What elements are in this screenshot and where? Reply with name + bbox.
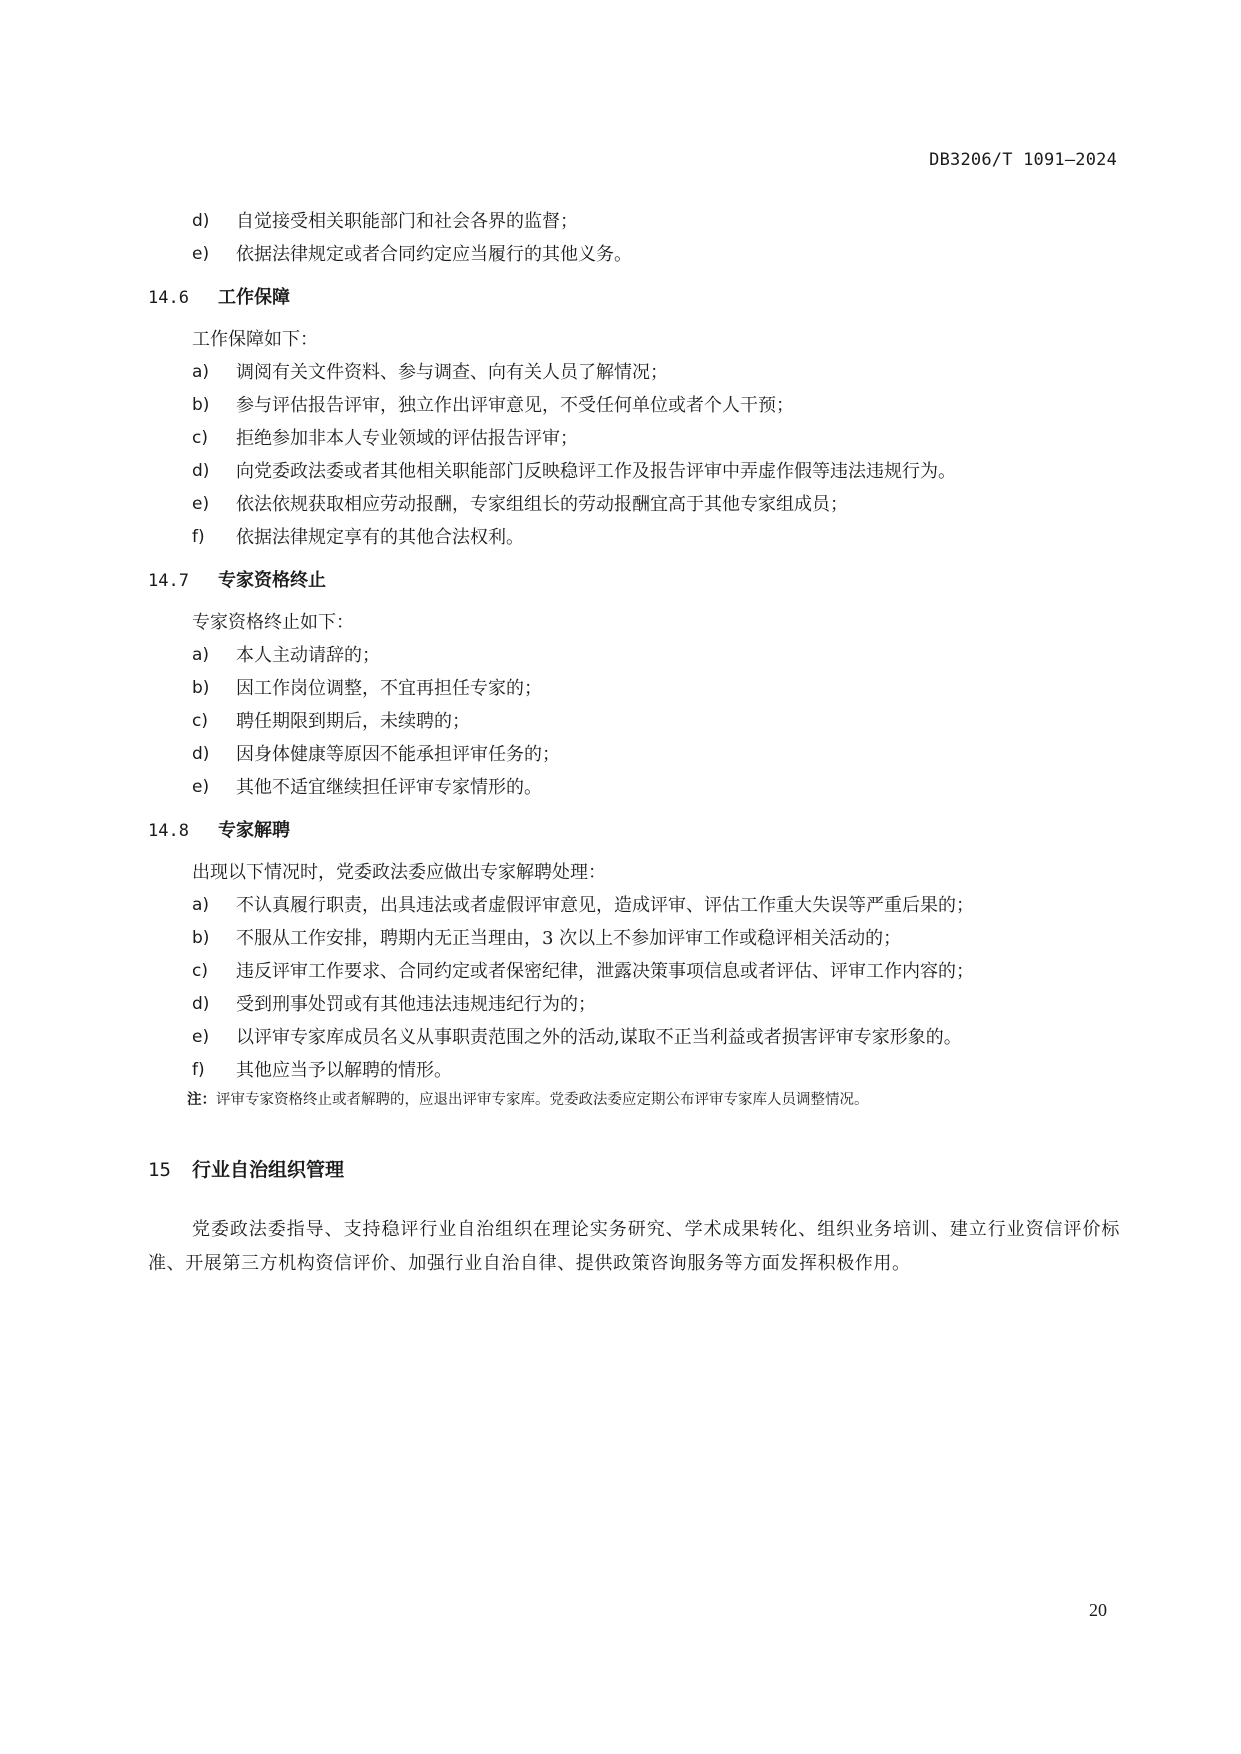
list-marker: e) xyxy=(192,244,210,264)
list-text: 受到刑事处罚或有其他违法违规违纪行为的； xyxy=(236,994,596,1015)
list-text: 调阅有关文件资料、参与调查、向有关人员了解情况； xyxy=(236,362,668,383)
note-label: 注： xyxy=(187,1092,216,1108)
document-code: DB3206/T 1091—2024 xyxy=(929,150,1117,170)
section-number: 14.7 xyxy=(148,571,189,591)
note-text: 评审专家资格终止或者解聘的，应退出评审专家库。党委政法委应定期公布评审专家库人员调整情况。 xyxy=(216,1092,869,1108)
list-marker: b) xyxy=(192,928,210,948)
list-text: 依据法律规定享有的其他合法权利。 xyxy=(236,527,524,548)
list-item xyxy=(148,672,1120,705)
list-item xyxy=(148,988,1120,1021)
section-heading-14-8 xyxy=(148,816,1120,846)
list-item xyxy=(148,238,1120,271)
note xyxy=(148,1087,1120,1113)
list-marker: f) xyxy=(192,527,205,547)
list-marker: f) xyxy=(192,1060,205,1080)
list-text: 因工作岗位调整，不宜再担任专家的； xyxy=(236,678,542,699)
list-item xyxy=(148,356,1120,389)
list-marker: c) xyxy=(192,711,208,731)
list-item xyxy=(148,922,1120,955)
section-intro: 工作保障如下： xyxy=(192,329,318,350)
section-title: 专家解聘 xyxy=(218,820,290,841)
list-marker: a) xyxy=(192,362,210,382)
list-text: 不服从工作安排，聘期内无正当理由，3 次以上不参加评审工作或稳评相关活动的； xyxy=(236,928,902,949)
chapter-title: 行业自治组织管理 xyxy=(192,1159,345,1181)
list-item xyxy=(148,639,1120,672)
list-item xyxy=(148,705,1120,738)
section-number: 14.6 xyxy=(148,288,189,308)
list-text: 参与评估报告评审，独立作出评审意见，不受任何单位或者个人干预； xyxy=(236,395,794,416)
list-marker: c) xyxy=(192,961,208,981)
list-item xyxy=(148,771,1120,804)
list-item xyxy=(148,455,1120,488)
list-item xyxy=(148,889,1120,922)
list-marker: a) xyxy=(192,645,210,665)
list-item xyxy=(148,1054,1120,1087)
list-item xyxy=(148,389,1120,422)
section-heading-14-7 xyxy=(148,566,1120,596)
list-item xyxy=(148,1021,1120,1054)
list-text: 依据法律规定或者合同约定应当履行的其他义务。 xyxy=(236,244,632,265)
list-marker: a) xyxy=(192,895,210,915)
list-text: 其他应当予以解聘的情形。 xyxy=(236,1060,452,1081)
list-text: 自觉接受相关职能部门和社会各界的监督； xyxy=(236,211,578,232)
list-item xyxy=(148,738,1120,771)
list-marker: e) xyxy=(192,777,210,797)
list-marker: d) xyxy=(192,211,210,231)
list-text: 违反评审工作要求、合同约定或者保密纪律，泄露决策事项信息或者评估、评审工作内容的； xyxy=(236,961,974,982)
section-number: 14.8 xyxy=(148,821,189,841)
page-number: 20 xyxy=(1089,1600,1107,1620)
list-text: 本人主动请辞的； xyxy=(236,645,380,666)
section-title: 工作保障 xyxy=(218,287,290,308)
list-item xyxy=(148,955,1120,988)
section-title: 专家资格终止 xyxy=(218,570,326,591)
list-text: 聘任期限到期后，未续聘的； xyxy=(236,711,470,732)
list-item xyxy=(148,488,1120,521)
list-text: 向党委政法委或者其他相关职能部门反映稳评工作及报告评审中弄虚作假等违法违规行为。 xyxy=(236,461,956,482)
section-heading-14-6 xyxy=(148,283,1120,313)
list-text: 依法依规获取相应劳动报酬，专家组组长的劳动报酬宜高于其他专家组成员； xyxy=(236,494,848,515)
list-item xyxy=(148,422,1120,455)
section-intro: 出现以下情况时，党委政法委应做出专家解聘处理： xyxy=(192,862,606,883)
chapter-number: 15 xyxy=(148,1159,171,1181)
list-marker: d) xyxy=(192,994,210,1014)
list-marker: b) xyxy=(192,678,210,698)
list-item xyxy=(148,521,1120,554)
chapter-heading-15 xyxy=(148,1155,1120,1185)
section-intro: 专家资格终止如下： xyxy=(192,612,354,633)
list-text: 不认真履行职责，出具违法或者虚假评审意见，造成评审、评估工作重大失误等严重后果的； xyxy=(236,895,974,916)
list-marker: c) xyxy=(192,428,208,448)
list-text: 其他不适宜继续担任评审专家情形的。 xyxy=(236,777,542,798)
list-marker: d) xyxy=(192,744,210,764)
list-item xyxy=(148,205,1120,238)
list-text: 因身体健康等原因不能承担评审任务的； xyxy=(236,744,560,765)
list-text: 以评审专家库成员名义从事职责范围之外的活动,谋取不正当利益或者损害评审专家形象的。 xyxy=(236,1027,962,1048)
list-marker: d) xyxy=(192,461,210,481)
list-marker: e) xyxy=(192,1027,210,1047)
page-content xyxy=(148,205,1120,1281)
list-marker: e) xyxy=(192,494,210,514)
chapter-paragraph: 党委政法委指导、支持稳评行业自治组织在理论实务研究、学术成果转化、组织业务培训、建立行业资信评价标准、开展第三方机构资信评价、加强行业自治自律、提供政策咨询服务等方面发挥积极作用。 xyxy=(148,1219,1120,1274)
list-marker: b) xyxy=(192,395,210,415)
list-text: 拒绝参加非本人专业领域的评估报告评审； xyxy=(236,428,578,449)
